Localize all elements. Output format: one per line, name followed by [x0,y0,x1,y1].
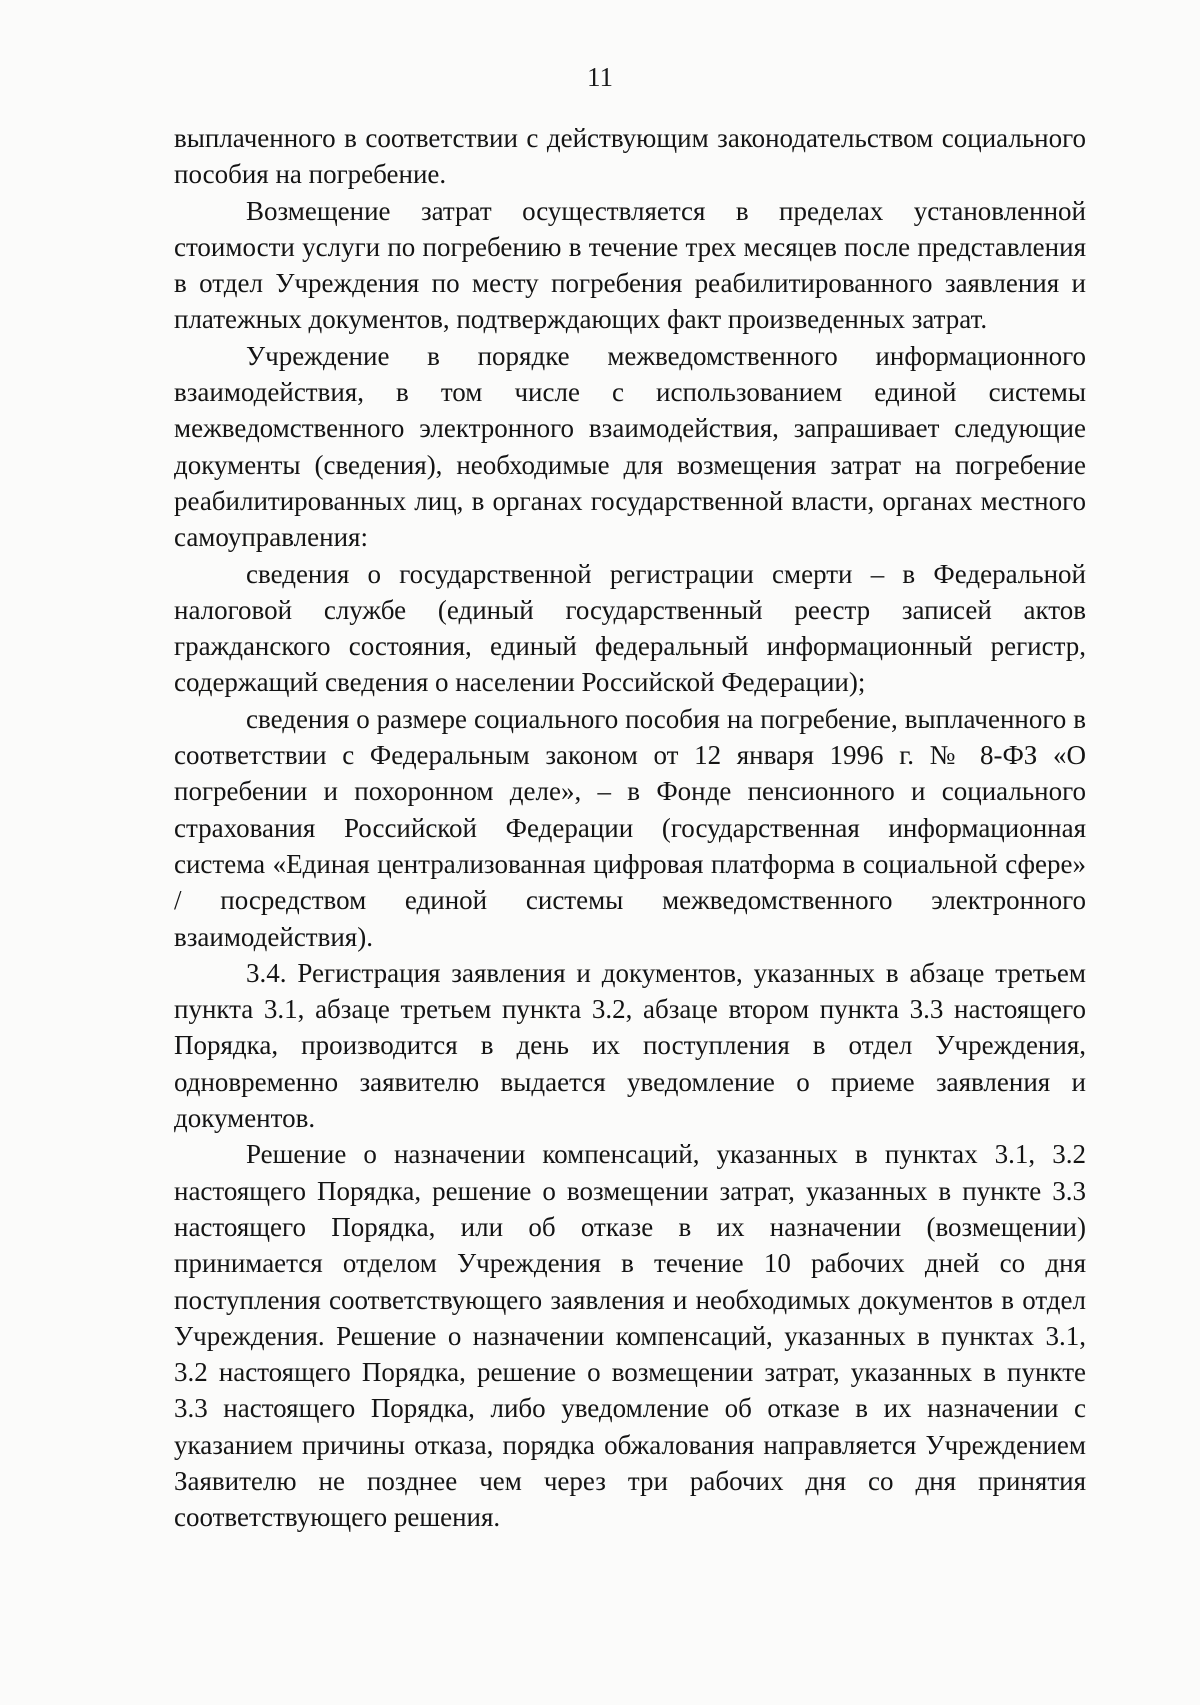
paragraph-decision: Решение о назначении компенсаций, указанных в пунктах 3.1, 3.2 настоящего Порядка, решение о возмещении затрат, указанных в пункте 3.3 настоящего Порядка, или об отказе в их назначении (возмещении) принимается отделом Учреждения в течение 10 рабочих дней со дня поступления соответствующего заявления и необходимых документов в отдел Учреждения. Решение о назначении компенсаций, указанных в пунктах 3.1, 3.2 настоящего Порядка, решение о возмещении затрат, указанных в пункте 3.3 настоящего Порядка, либо уведомление об отказе в их назначении с указанием причины отказа, порядка обжалования направляется Учреждением Заявителю не позднее чем через три рабочих дня со дня принятия соответствующего решения. [174,1139,1086,1533]
page-number: 11 [587,62,613,92]
paragraph-death-registration: сведения о государственной регистрации смерти – в Федеральной налоговой службе (единый государственный реестр записей актов гражданского состояния, единый федеральный информационный регистр, содержащий сведения о населении Российской Федерации); [174,558,1086,698]
paragraph-continuation: выплаченного в соответствии с действующим законодательством социального пособия на погребение. [174,123,1086,190]
paragraph-cost-reimbursement: Возмещение затрат осуществляется в пределах установленной стоимости услуги по погребению в течение трех месяцев после представления в отдел Учреждения по месту погребения реабилитированного заявления и платежных документов, подтверждающих факт произведенных затрат. [174,195,1086,335]
paragraph-section-3-4: 3.4. Регистрация заявления и документов, указанных в абзаце третьем пункта 3.1, абзаце третьем пункта 3.2, абзаце втором пункта 3.3 настоящего Порядка, производится в день их поступления в отдел Учреждения, одновременно заявителю выдается уведомление о приеме заявления и документов. [174,957,1086,1134]
paragraph-burial-allowance: сведения о размере социального пособия на погребение, выплаченного в соответствии с Федеральным законом от 12 января 1996 г. № 8-ФЗ «О погребении и похоронном деле», – в Фонде пенсионного и социального страхования Российской Федерации (государственная информационная система «Единая централизованная цифровая платформа в социальной сфере» / посредством единой системы межведомственного электронного взаимодействия). [174,703,1086,952]
document-body [174,120,1086,1536]
paragraph-interagency-request: Учреждение в порядке межведомственного информационного взаимодействия, в том числе с использованием единой системы межведомственного электронного взаимодействия, запрашивает следующие документы (сведения), необходимые для возмещения затрат на погребение реабилитированных лиц, в органах государственной власти, органах местного самоуправления: [174,340,1086,553]
